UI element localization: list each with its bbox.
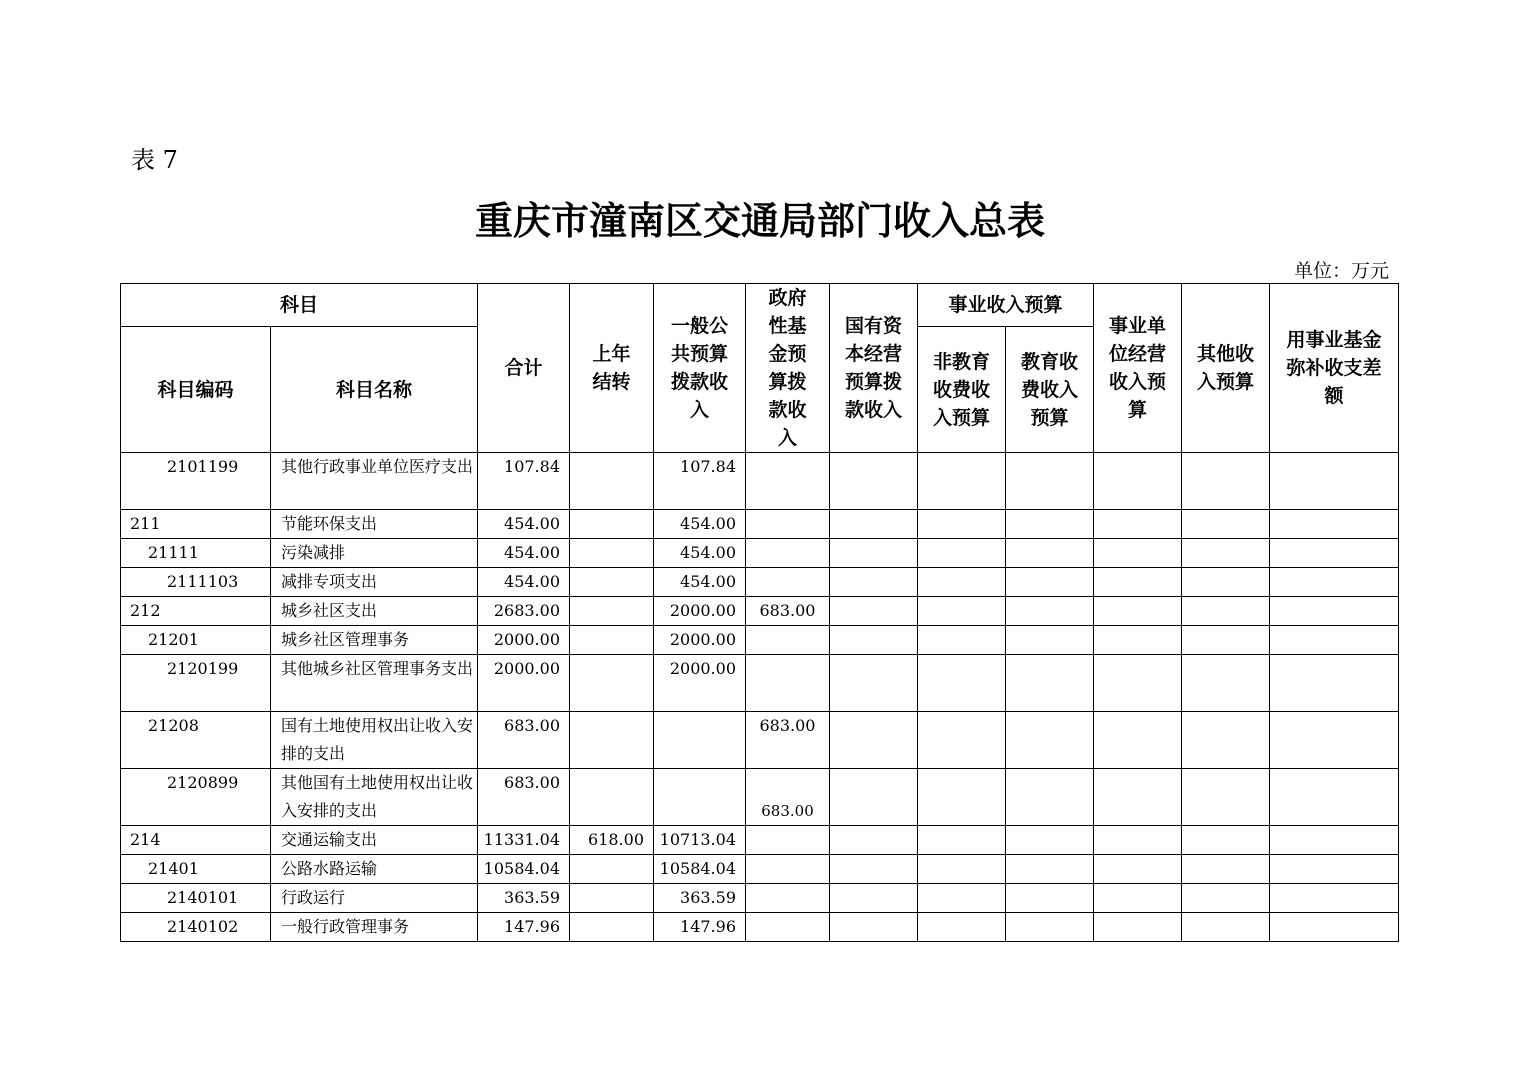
header-general-budget: 一般公共预算拨款收入	[654, 284, 746, 453]
table-row	[121, 539, 1399, 568]
subject-name: 交通运输支出	[271, 826, 478, 855]
subject-name: 国有土地使用权出让收入安排的支出	[271, 712, 478, 769]
general-budget-value: 10584.04	[654, 855, 746, 884]
header-total: 合计	[478, 284, 570, 453]
total-value: 454.00	[478, 510, 570, 539]
table-row	[121, 453, 1399, 510]
header-edu-fee: 教育收费收入预算	[1006, 327, 1094, 453]
total-value: 683.00	[478, 712, 570, 769]
table-row	[121, 655, 1399, 712]
gov-fund-value	[746, 655, 830, 712]
gov-fund-value	[746, 568, 830, 597]
total-value: 10584.04	[478, 855, 570, 884]
header-subject-name: 科目名称	[271, 327, 478, 453]
income-summary-table	[120, 283, 1399, 942]
carryover-value	[570, 539, 654, 568]
header-other-income: 其他收入预算	[1182, 284, 1270, 453]
header-non-edu-fee: 非教育收费收入预算	[918, 327, 1006, 453]
subject-code: 214	[121, 826, 271, 855]
subject-code: 2101199	[121, 453, 271, 510]
table-row	[121, 712, 1399, 769]
header-gov-fund: 政府性基金预算拨款收入	[746, 284, 830, 453]
general-budget-value: 454.00	[654, 510, 746, 539]
total-value: 454.00	[478, 568, 570, 597]
subject-code: 21401	[121, 855, 271, 884]
gov-fund-value	[746, 539, 830, 568]
subject-name: 其他城乡社区管理事务支出	[271, 655, 478, 712]
subject-code: 21201	[121, 626, 271, 655]
subject-name: 污染减排	[271, 539, 478, 568]
gov-fund-value	[746, 913, 830, 942]
subject-name: 其他行政事业单位医疗支出	[271, 453, 478, 510]
general-budget-value: 147.96	[654, 913, 746, 942]
total-value: 454.00	[478, 539, 570, 568]
subject-name: 减排专项支出	[271, 568, 478, 597]
table-row	[121, 510, 1399, 539]
gov-fund-value	[746, 884, 830, 913]
subject-name: 节能环保支出	[271, 510, 478, 539]
gov-fund-value	[746, 626, 830, 655]
general-budget-value: 454.00	[654, 568, 746, 597]
table-row	[121, 913, 1399, 942]
total-value: 2683.00	[478, 597, 570, 626]
subject-code: 2140101	[121, 884, 271, 913]
general-budget-value: 10713.04	[654, 826, 746, 855]
gov-fund-value	[746, 826, 830, 855]
general-budget-value	[654, 712, 746, 769]
header-operating-income: 事业单位经营收入预算	[1094, 284, 1182, 453]
table-row	[121, 597, 1399, 626]
subject-code: 21208	[121, 712, 271, 769]
subject-code: 2120199	[121, 655, 271, 712]
table-row	[121, 826, 1399, 855]
carryover-value	[570, 712, 654, 769]
subject-code: 2111103	[121, 568, 271, 597]
carryover-value	[570, 597, 654, 626]
total-value: 363.59	[478, 884, 570, 913]
carryover-value: 618.00	[570, 826, 654, 855]
subject-name: 一般行政管理事务	[271, 913, 478, 942]
subject-name: 行政运行	[271, 884, 478, 913]
general-budget-value	[654, 769, 746, 826]
page-title: 重庆市潼南区交通局部门收入总表	[474, 199, 1045, 243]
subject-code: 2140102	[121, 913, 271, 942]
table-number: 表 7	[131, 146, 178, 174]
subject-name: 公路水路运输	[271, 855, 478, 884]
carryover-value	[570, 855, 654, 884]
header-subject-code: 科目编码	[121, 327, 271, 453]
carryover-value	[570, 626, 654, 655]
gov-fund-value: 683.00	[746, 597, 830, 626]
subject-code: 211	[121, 510, 271, 539]
total-value: 2000.00	[478, 655, 570, 712]
total-value: 11331.04	[478, 826, 570, 855]
carryover-value	[570, 769, 654, 826]
carryover-value	[570, 510, 654, 539]
header-state-capital: 国有资本经营预算拨款收入	[830, 284, 918, 453]
table-row	[121, 884, 1399, 913]
general-budget-value: 454.00	[654, 539, 746, 568]
header-carryover: 上年结转	[570, 284, 654, 453]
carryover-value	[570, 913, 654, 942]
general-budget-value: 2000.00	[654, 655, 746, 712]
gov-fund-value: 683.00	[746, 769, 830, 826]
gov-fund-value	[746, 855, 830, 884]
subject-name: 其他国有土地使用权出让收入安排的支出	[271, 769, 478, 826]
subject-code: 212	[121, 597, 271, 626]
carryover-value	[570, 568, 654, 597]
general-budget-value: 107.84	[654, 453, 746, 510]
unit-label: 单位：万元	[1293, 260, 1389, 282]
total-value: 147.96	[478, 913, 570, 942]
table-row	[121, 855, 1399, 884]
carryover-value	[570, 655, 654, 712]
subject-code: 2120899	[121, 769, 271, 826]
total-value: 2000.00	[478, 626, 570, 655]
subject-name: 城乡社区支出	[271, 597, 478, 626]
header-fund-offset: 用事业基金弥补收支差额	[1270, 284, 1399, 453]
gov-fund-value	[746, 510, 830, 539]
gov-fund-value	[746, 453, 830, 510]
header-business-income: 事业收入预算	[918, 284, 1094, 327]
header-subject: 科目	[121, 284, 478, 327]
table-row	[121, 769, 1399, 826]
total-value: 107.84	[478, 453, 570, 510]
general-budget-value: 2000.00	[654, 626, 746, 655]
table-row	[121, 626, 1399, 655]
subject-code: 21111	[121, 539, 271, 568]
gov-fund-value: 683.00	[746, 712, 830, 769]
general-budget-value: 2000.00	[654, 597, 746, 626]
table-row	[121, 568, 1399, 597]
carryover-value	[570, 453, 654, 510]
total-value: 683.00	[478, 769, 570, 826]
subject-name: 城乡社区管理事务	[271, 626, 478, 655]
general-budget-value: 363.59	[654, 884, 746, 913]
carryover-value	[570, 884, 654, 913]
